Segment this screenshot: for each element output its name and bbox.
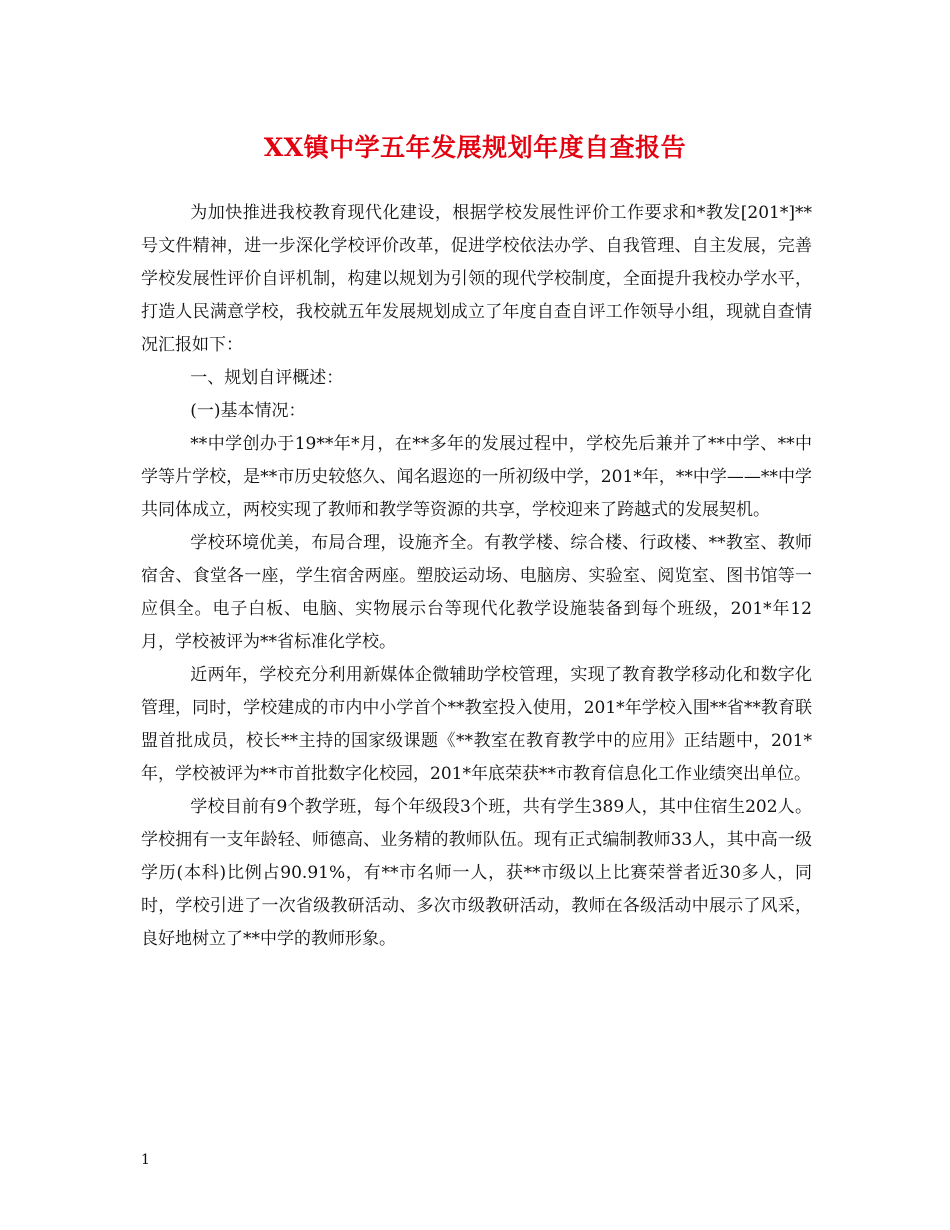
paragraph-intro: 为加快推进我校教育现代化建设，根据学校发展性评价工作要求和*教发[201*]**号文件精神，进一步深化学校评价改革，促进学校依法办学、自我管理、自主发展，完善学校发展性评价自评机制，构建以规划为引领的现代学校制度，全面提升我校办学水平，打造人民满意学校，我校就五年发展规划成立了年度自查自评工作领导小组，现就自查情况汇报如下：: [141, 203, 812, 355]
subsection-heading-basic-info: (一)基本情况：: [190, 401, 306, 421]
paragraph-staff-students: 学校目前有9个教学班，每个年级段3个班，共有学生389人，其中住宿生202人。学校拥有一支年龄轻、师德高、业务精的教师队伍。现有正式编制教师33人，其中高一级学历(本科)比例占90.91%，有**市名师一人，获**市级以上比赛荣誉者近30多人，同时，学校引进了一次省级教研活动、多次市级教研活动，教师在各级活动中展示了风采，良好地树立了**中学的教师形象。: [141, 797, 812, 949]
section-heading-overview: 一、规划自评概述：: [190, 368, 344, 388]
paragraph-digitalization: 近两年，学校充分利用新媒体企微辅助学校管理，实现了教育教学移动化和数字化管理，同时，学校建成的市内中小学首个**教室投入使用，201*年学校入围**省**教育联盟首批成员，校长**主持的国家级课题《**教室在教育教学中的应用》正结题中，201*年，学校被评为**市首批数字化校园，201*年底荣获**市教育信息化工作业绩突出单位。: [141, 665, 812, 784]
document-title: XX镇中学五年发展规划年度自查报告: [263, 133, 687, 162]
page-number: 1: [141, 1152, 150, 1168]
document-body: [141, 197, 812, 956]
paragraph-history: **中学创办于19**年*月，在**多年的发展过程中，学校先后兼并了**中学、**中学等片学校，是**市历史较悠久、闻名遐迩的一所初级中学，201*年，**中学——**中学共同体成立，两校实现了教师和教学等资源的共享，学校迎来了跨越式的发展契机。: [141, 434, 812, 520]
paragraph-environment: 学校环境优美，布局合理，设施齐全。有教学楼、综合楼、行政楼、**教室、教师宿舍、食堂各一座，学生宿舍两座。塑胶运动场、电脑房、实验室、阅览室、图书馆等一应俱全。电子白板、电脑、实物展示台等现代化教学设施装备到每个班级，201*年12月，学校被评为**省标准化学校。: [141, 533, 812, 652]
